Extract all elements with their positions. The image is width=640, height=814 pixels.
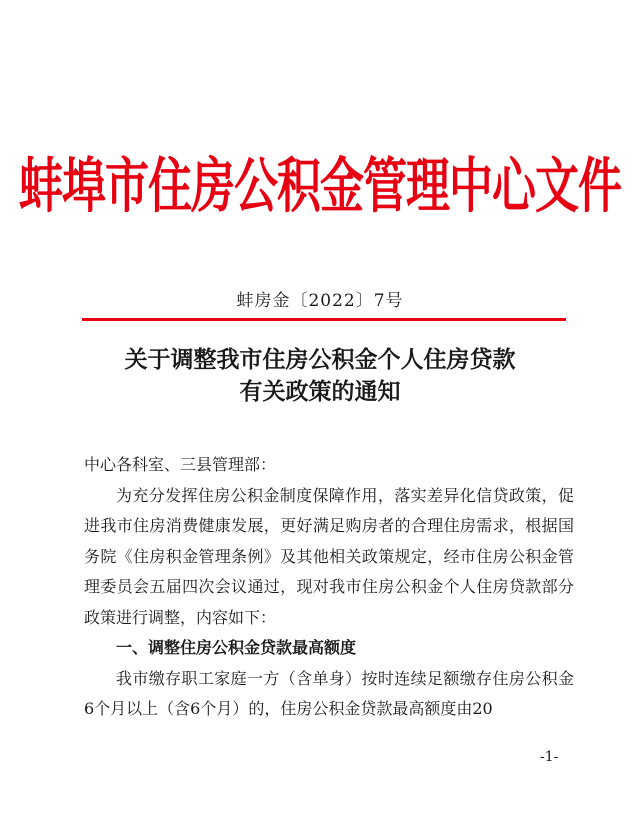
document-header-title: 蚌埠市住房公积金管理中心文件 [19, 152, 621, 222]
section-heading-1: 一、调整住房公积金贷款最高额度 [116, 638, 357, 657]
document-number: 蚌房金〔2022〕7号 [236, 291, 404, 311]
document-body [84, 450, 574, 725]
page-number: -1- [540, 749, 559, 765]
paragraph-section-1: 我市缴存职工家庭一方（含单身）按时连续足额缴存住房公积金6个月以上（含6个月）的，住房公积金贷款最高额度由20 [84, 668, 574, 718]
salutation: 中心各科室、三县管理部： [84, 455, 277, 474]
document-title [0, 344, 640, 408]
document-title-line-1: 关于调整我市住房公积金个人住房贷款 [124, 346, 516, 373]
paragraph-intro: 为充分发挥住房公积金制度保障作用，落实差异化信贷政策，促进我市住房消费健康发展，更好满足购房者的合理住房需求，根据国务院《住房积金管理条例》及其他相关政策规定，经市住房公积金管理委员会五届四次会议通过，现对我市住房公积金个人住房贷款部分政策进行调整，内容如下： [84, 485, 574, 627]
document-title-line-2: 有关政策的通知 [239, 378, 401, 405]
red-divider-line [82, 318, 566, 321]
